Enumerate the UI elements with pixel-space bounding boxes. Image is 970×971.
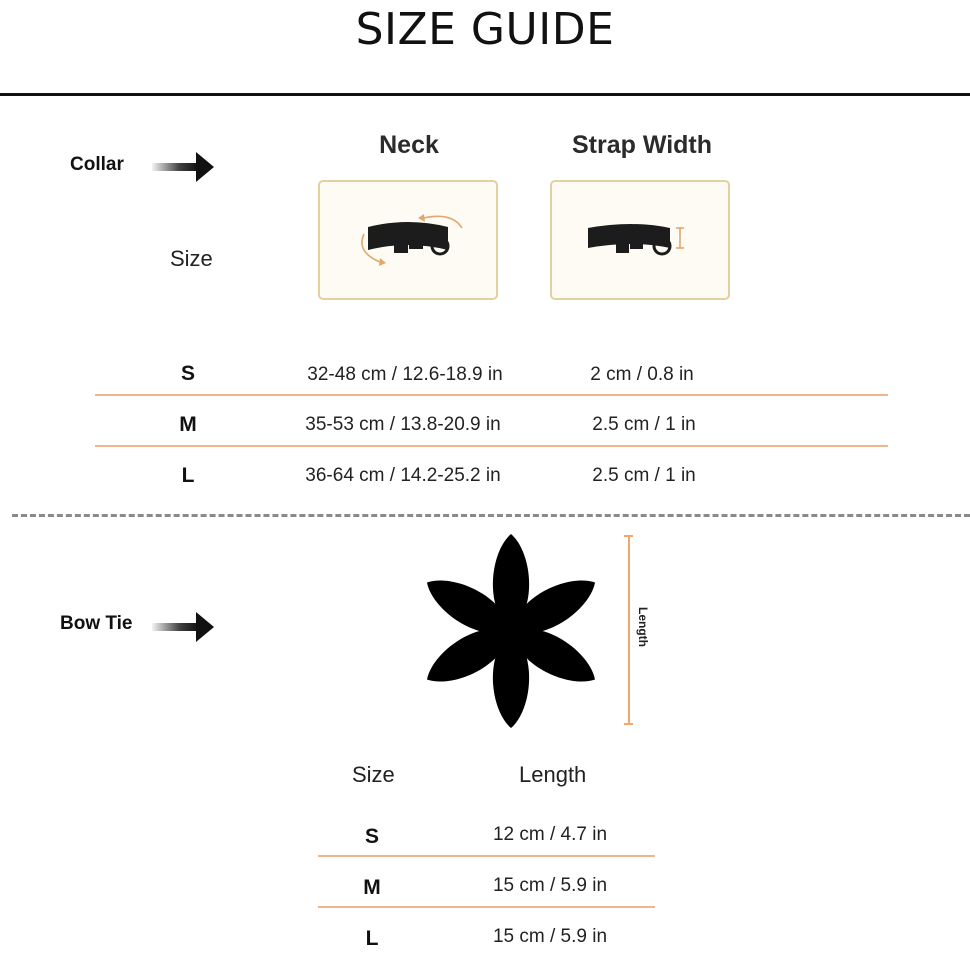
bow-tie-size-header: Size (352, 762, 395, 787)
bow-tie-section-label: Bow Tie (60, 613, 133, 634)
title-divider (0, 93, 970, 96)
page-title: SIZE GUIDE (355, 4, 615, 55)
arrow-right-icon (152, 610, 216, 644)
bow-tie-row-s-size: S (364, 825, 379, 848)
bow-tie-row-m-size: M (363, 876, 381, 899)
column-neck-header: Neck (379, 131, 439, 159)
bow-tie-row-l-size: L (365, 927, 379, 950)
collar-row-l-neck: 36-64 cm / 14.2-25.2 in (305, 465, 501, 486)
collar-row-s-strap: 2 cm / 0.8 in (590, 364, 694, 385)
row-divider (318, 855, 655, 857)
collar-row-m-size: M (179, 413, 197, 436)
length-dimension-line (628, 535, 630, 725)
arrow-right-icon (152, 150, 216, 184)
bow-tie-row-l-length: 15 cm / 5.9 in (492, 926, 608, 947)
collar-section-label: Collar (70, 154, 124, 175)
length-dimension-tick (624, 535, 633, 537)
section-divider (12, 514, 970, 517)
collar-row-l-strap: 2.5 cm / 1 in (592, 465, 696, 486)
neck-illustration-card (318, 180, 498, 300)
length-dimension-label: Length (636, 607, 650, 647)
bow-tie-length-header: Length (519, 762, 587, 787)
collar-neck-icon (320, 182, 496, 298)
bow-tie-row-m-length: 15 cm / 5.9 in (492, 875, 608, 896)
collar-row-s-neck: 32-48 cm / 12.6-18.9 in (307, 364, 503, 385)
collar-row-m-neck: 35-53 cm / 13.8-20.9 in (305, 414, 501, 435)
collar-size-label: Size (170, 246, 213, 271)
bow-tie-row-s-length: 12 cm / 4.7 in (492, 824, 608, 845)
collar-row-l-size: L (181, 464, 195, 487)
row-divider (95, 445, 888, 447)
collar-row-s-size: S (180, 362, 195, 385)
collar-strap-icon (552, 182, 728, 298)
bow-tie-flower-icon (418, 532, 604, 730)
strap-width-illustration-card (550, 180, 730, 300)
row-divider (318, 906, 655, 908)
row-divider (95, 394, 888, 396)
column-strap-width-header: Strap Width (571, 131, 713, 159)
length-dimension-tick (624, 723, 633, 725)
collar-row-m-strap: 2.5 cm / 1 in (592, 414, 696, 435)
